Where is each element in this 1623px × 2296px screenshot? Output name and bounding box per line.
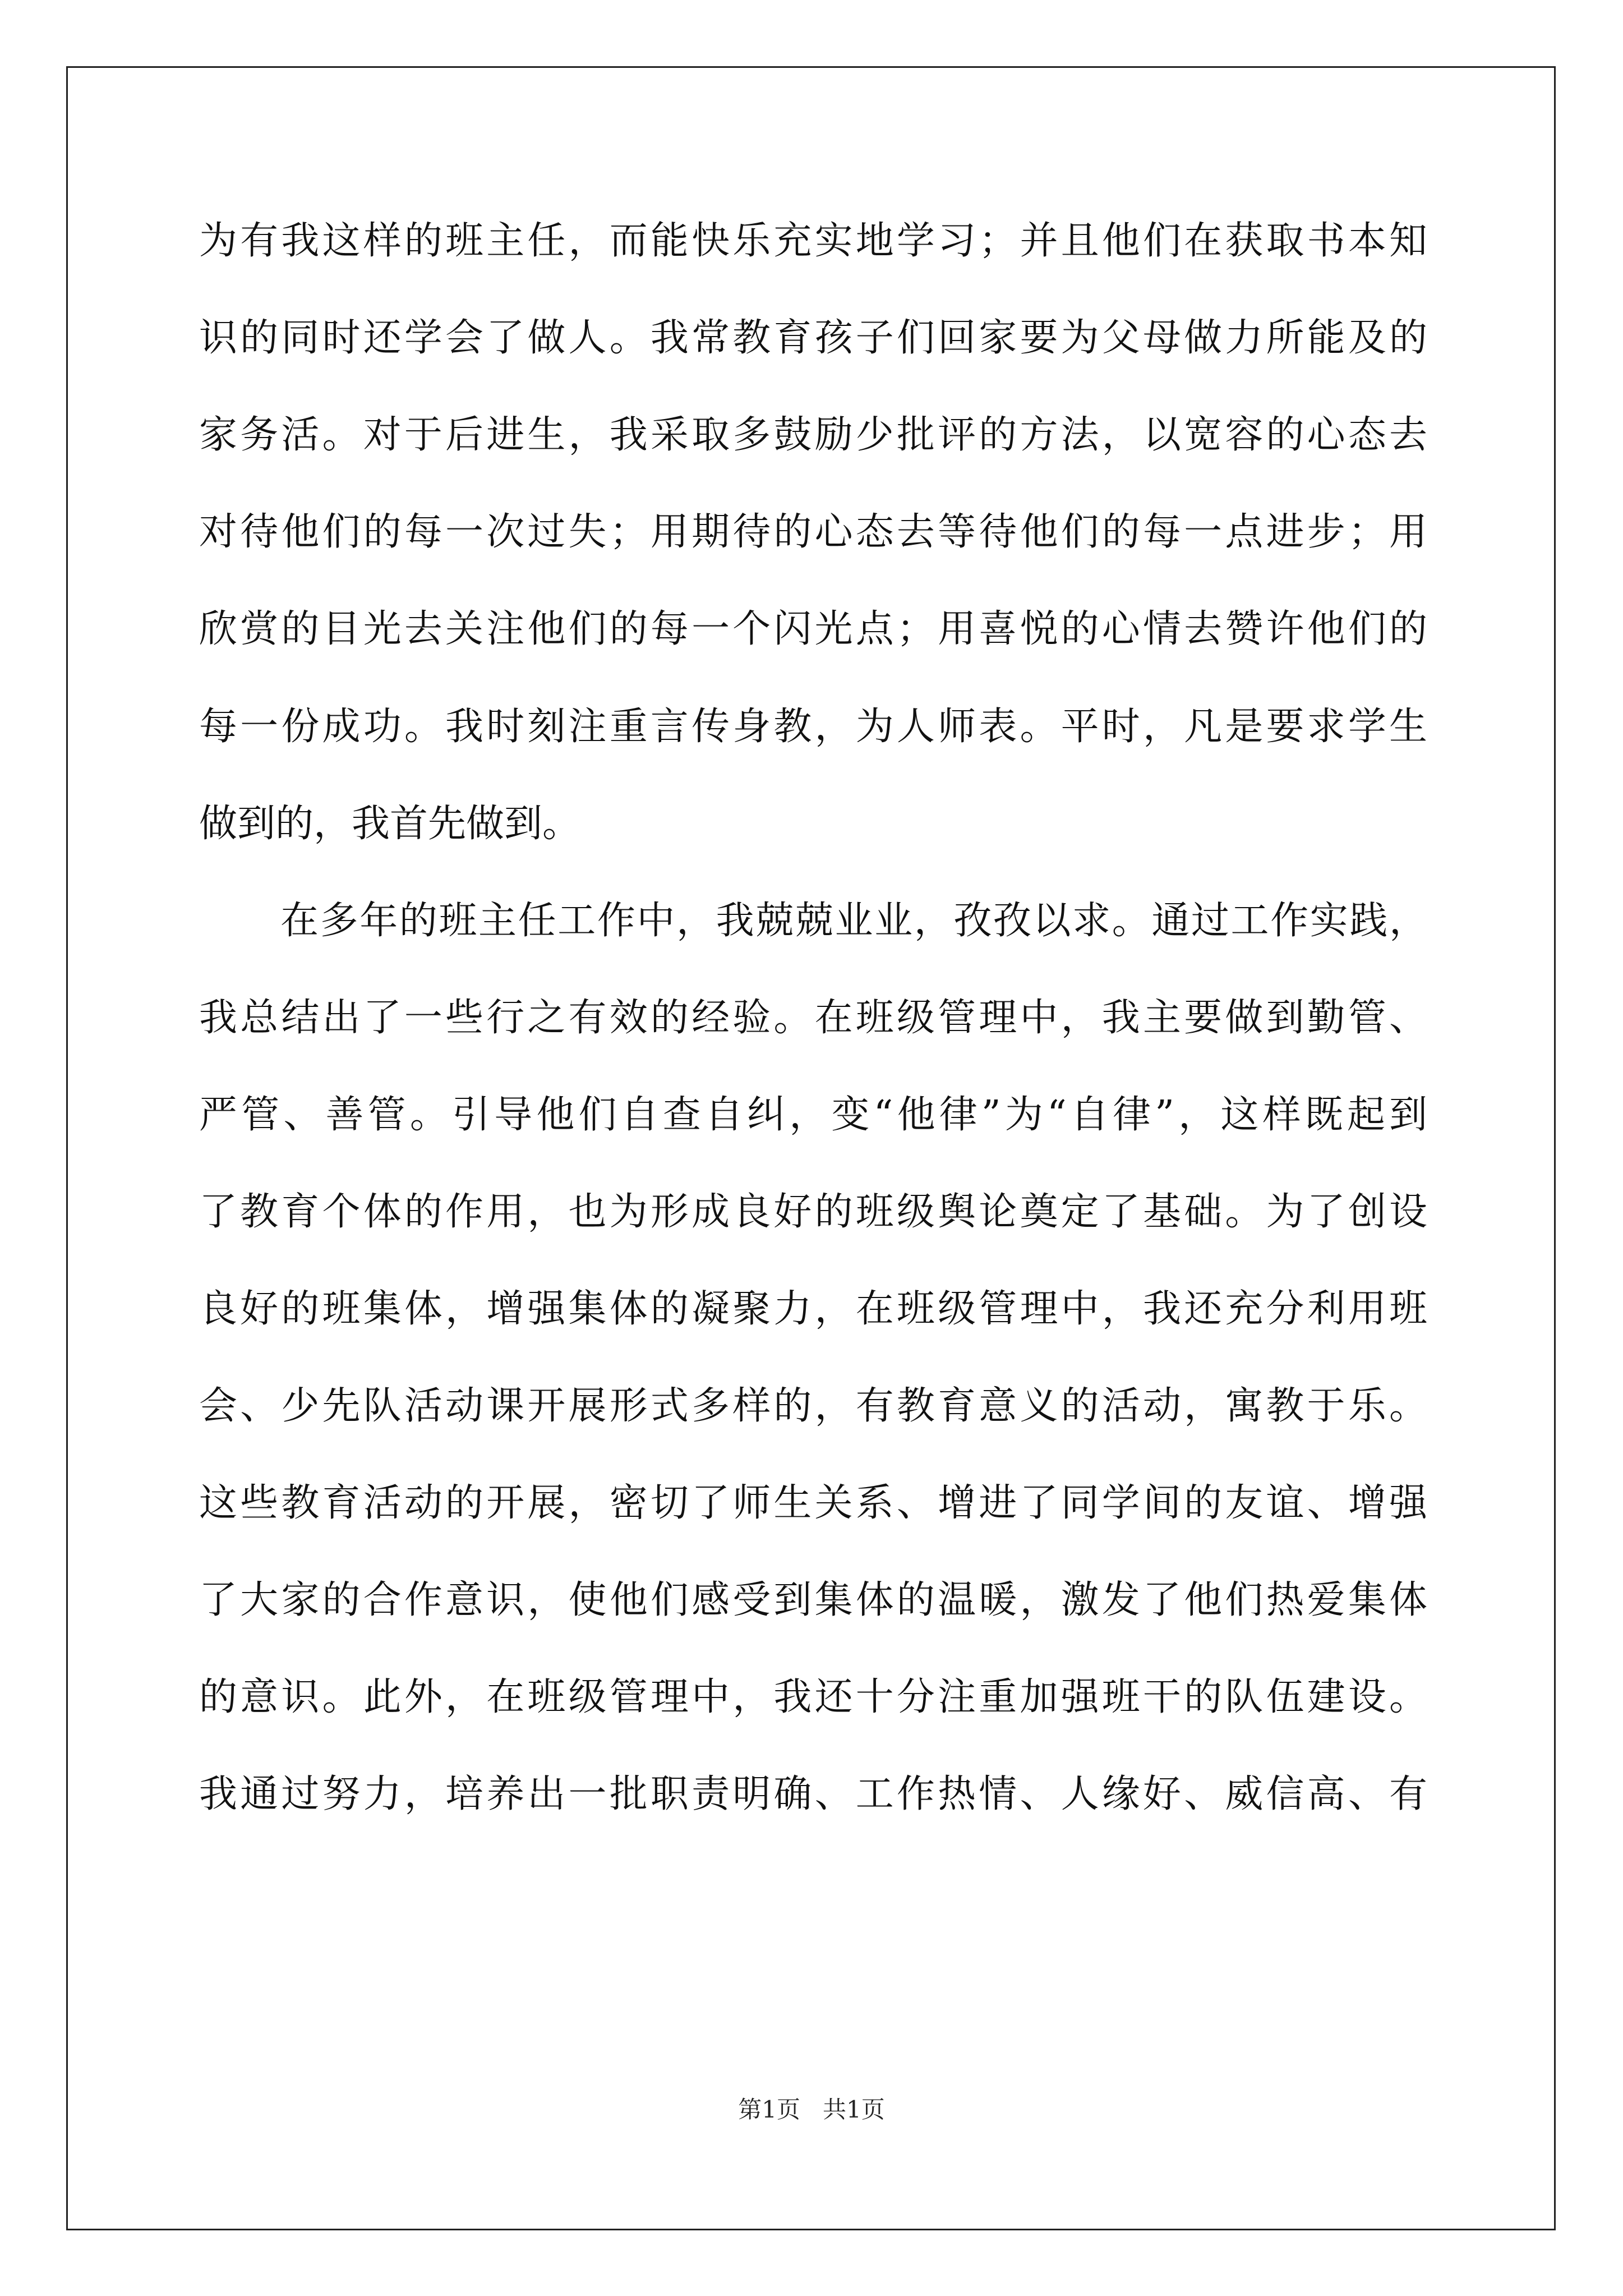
text-line-6: 每一份成功。我时刻注重言传身教，为人师表。平时，凡是要求学生 <box>199 705 1427 749</box>
text-line-8: 在多年的班主任工作中，我兢兢业业，孜孜以求。通过工作实践， <box>280 899 1427 943</box>
text-line-13: 会、少先队活动课开展形式多样的，有教育意义的活动，寓教于乐。 <box>199 1384 1427 1428</box>
text-line-11: 了教育个体的作用，也为形成良好的班级舆论奠定了基础。为了创设 <box>199 1190 1427 1234</box>
text-line-2: 识的同时还学会了做人。我常教育孩子们回家要为父母做力所能及的 <box>199 316 1427 360</box>
text-line-14: 这些教育活动的开展，密切了师生关系、增进了同学间的友谊、增强 <box>199 1481 1427 1525</box>
text-line-9: 我总结出了一些行之有效的经验。在班级管理中，我主要做到勤管、 <box>199 996 1427 1040</box>
text-line-3: 家务活。对于后进生，我采取多鼓励少批评的方法，以宽容的心态去 <box>199 413 1427 457</box>
text-line-12: 良好的班集体，增强集体的凝聚力，在班级管理中，我还充分利用班 <box>199 1287 1427 1331</box>
text-line-1: 为有我这样的班主任，而能快乐充实地学习；并且他们在获取书本知 <box>199 219 1427 263</box>
text-line-16: 的意识。此外，在班级管理中，我还十分注重加强班干的队伍建设。 <box>199 1675 1427 1719</box>
text-line-7: 做到的，我首先做到。 <box>199 802 581 846</box>
text-line-15: 了大家的合作意识，使他们感受到集体的温暖，激发了他们热爱集体 <box>199 1578 1427 1622</box>
text-line-4: 对待他们的每一次过失；用期待的心态去等待他们的每一点进步；用 <box>199 510 1427 554</box>
text-line-17: 我通过努力，培养出一批职责明确、工作热情、人缘好、威信高、有 <box>199 1772 1427 1816</box>
page-border <box>66 66 1556 2230</box>
text-line-10: 严管、善管。引导他们自查自纠，变“他律”为“自律”，这样既起到 <box>199 1093 1427 1137</box>
page-footer: 第1页 共1页 <box>738 2096 885 2123</box>
text-line-5: 欣赏的目光去关注他们的每一个闪光点；用喜悦的心情去赞许他们的 <box>199 607 1427 651</box>
